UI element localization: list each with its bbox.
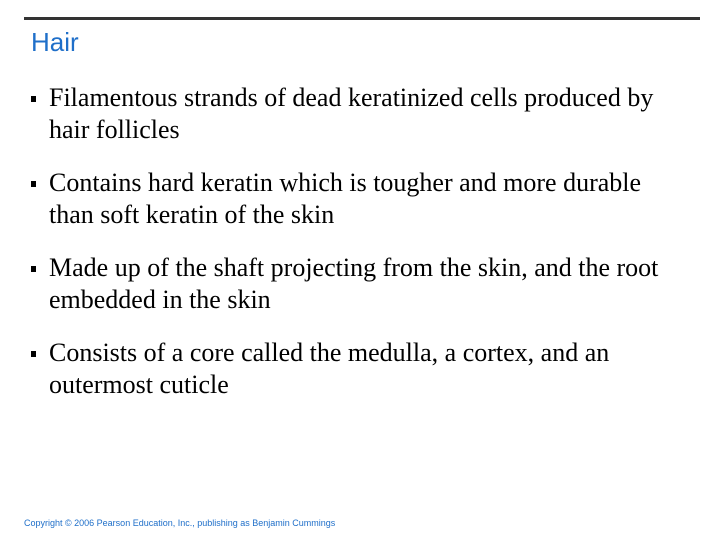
bullet-item	[31, 337, 681, 401]
bullet-list	[31, 82, 681, 422]
bullet-text: Filamentous strands of dead keratinized cells produced by hair follicles	[49, 83, 654, 144]
square-bullet-icon	[31, 266, 36, 272]
slide-title: Hair	[31, 27, 79, 57]
bullet-item	[31, 167, 681, 231]
bullet-item	[31, 252, 681, 316]
square-bullet-icon	[31, 181, 36, 187]
bullet-item	[31, 82, 681, 146]
title-divider	[24, 17, 700, 20]
bullet-text: Contains hard keratin which is tougher and more durable than soft keratin of the skin	[49, 168, 642, 229]
bullet-text: Consists of a core called the medulla, a cortex, and an outermost cuticle	[49, 338, 610, 399]
square-bullet-icon	[31, 96, 36, 102]
square-bullet-icon	[31, 351, 36, 357]
copyright-footer: Copyright © 2006 Pearson Education, Inc., publishing as Benjamin Cummings	[24, 518, 336, 528]
bullet-text: Made up of the shaft projecting from the skin, and the root embedded in the skin	[49, 253, 659, 314]
